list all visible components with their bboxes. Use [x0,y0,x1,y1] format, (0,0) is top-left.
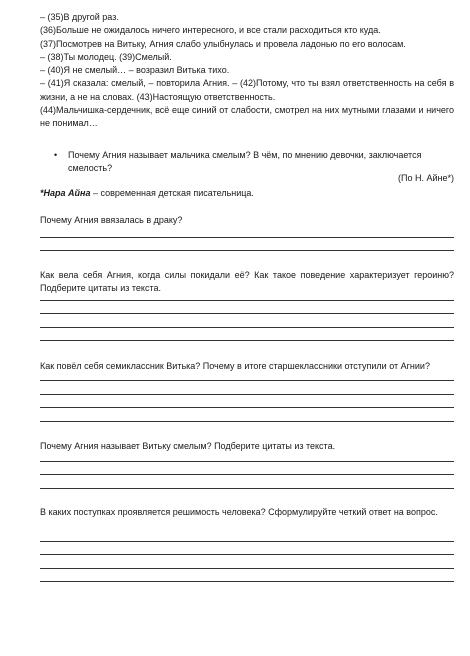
bullet-question-text: Почему Агния называет мальчика смелым? В чём, по мнению девочки, заключается смелость? [68,150,422,173]
question-2: Как вела себя Агния, когда силы покидали её? Как такое поведение характеризует героиню? Подберите цитаты из текста. [40,270,454,293]
answer-line[interactable] [40,313,454,314]
answer-line[interactable] [40,250,454,251]
bullet-icon: • [54,150,58,160]
footnote-author-name: Нара Айна [43,188,91,198]
answer-line[interactable] [40,407,454,408]
question-1: Почему Агния ввязалась в драку? [40,215,183,225]
answer-line[interactable] [40,237,454,238]
answer-line[interactable] [40,581,454,582]
answer-line[interactable] [40,340,454,341]
footnote-text: – современная детская писательница. [90,188,254,198]
bullet-question [54,149,454,175]
author-footnote [40,188,254,198]
answer-line[interactable] [40,554,454,555]
story-paragraph: – (35)В другой раз. [40,12,119,22]
story-paragraph: (36)Больше не ожидалось ничего интересного, и все стали расходиться кто куда. [40,25,381,36]
answer-line[interactable] [40,421,454,422]
answer-line[interactable] [40,488,454,489]
question-5: В каких поступках проявляется решимость человека? Сформулируйте четкий ответ на вопрос. [40,507,438,517]
answer-line[interactable] [40,461,454,462]
answer-line[interactable] [40,394,454,395]
story-paragraph: – (40)Я не смелый… – возразил Витька тихо. [40,65,230,76]
answer-line[interactable] [40,568,454,569]
story-paragraph: (44)Мальчишка-сердечник, всё еще синий от слабости, смотрел на них мутными глазами и ничего не понимал… [40,105,454,129]
answer-line[interactable] [40,300,454,301]
question-4: Почему Агния называет Витьку смелым? Подберите цитаты из текста. [40,441,336,451]
story-paragraph: – (38)Ты молодец. (39)Смелый. [40,51,172,62]
footnote-star: * [40,188,44,198]
story-excerpt [40,11,454,131]
story-paragraph: – (41)Я сказала: смелый, – повторила Агния. – (42)Потому, что ты взял ответственность на себя в жизни, а не на словах. (43)Настоящую ответственность. [40,78,454,102]
story-paragraph: (37)Посмотрев на Витьку, Агния слабо улыбнулась и провела ладонью по его волосам. [40,38,406,49]
answer-line[interactable] [40,541,454,542]
answer-line[interactable] [40,327,454,328]
answer-line[interactable] [40,474,454,475]
question-3: Как повёл себя семиклассник Витька? Почему в итоге старшеклассники отступили от Агнии? [40,361,430,371]
author-attribution: (По Н. Айне*) [398,173,454,183]
answer-line[interactable] [40,380,454,381]
